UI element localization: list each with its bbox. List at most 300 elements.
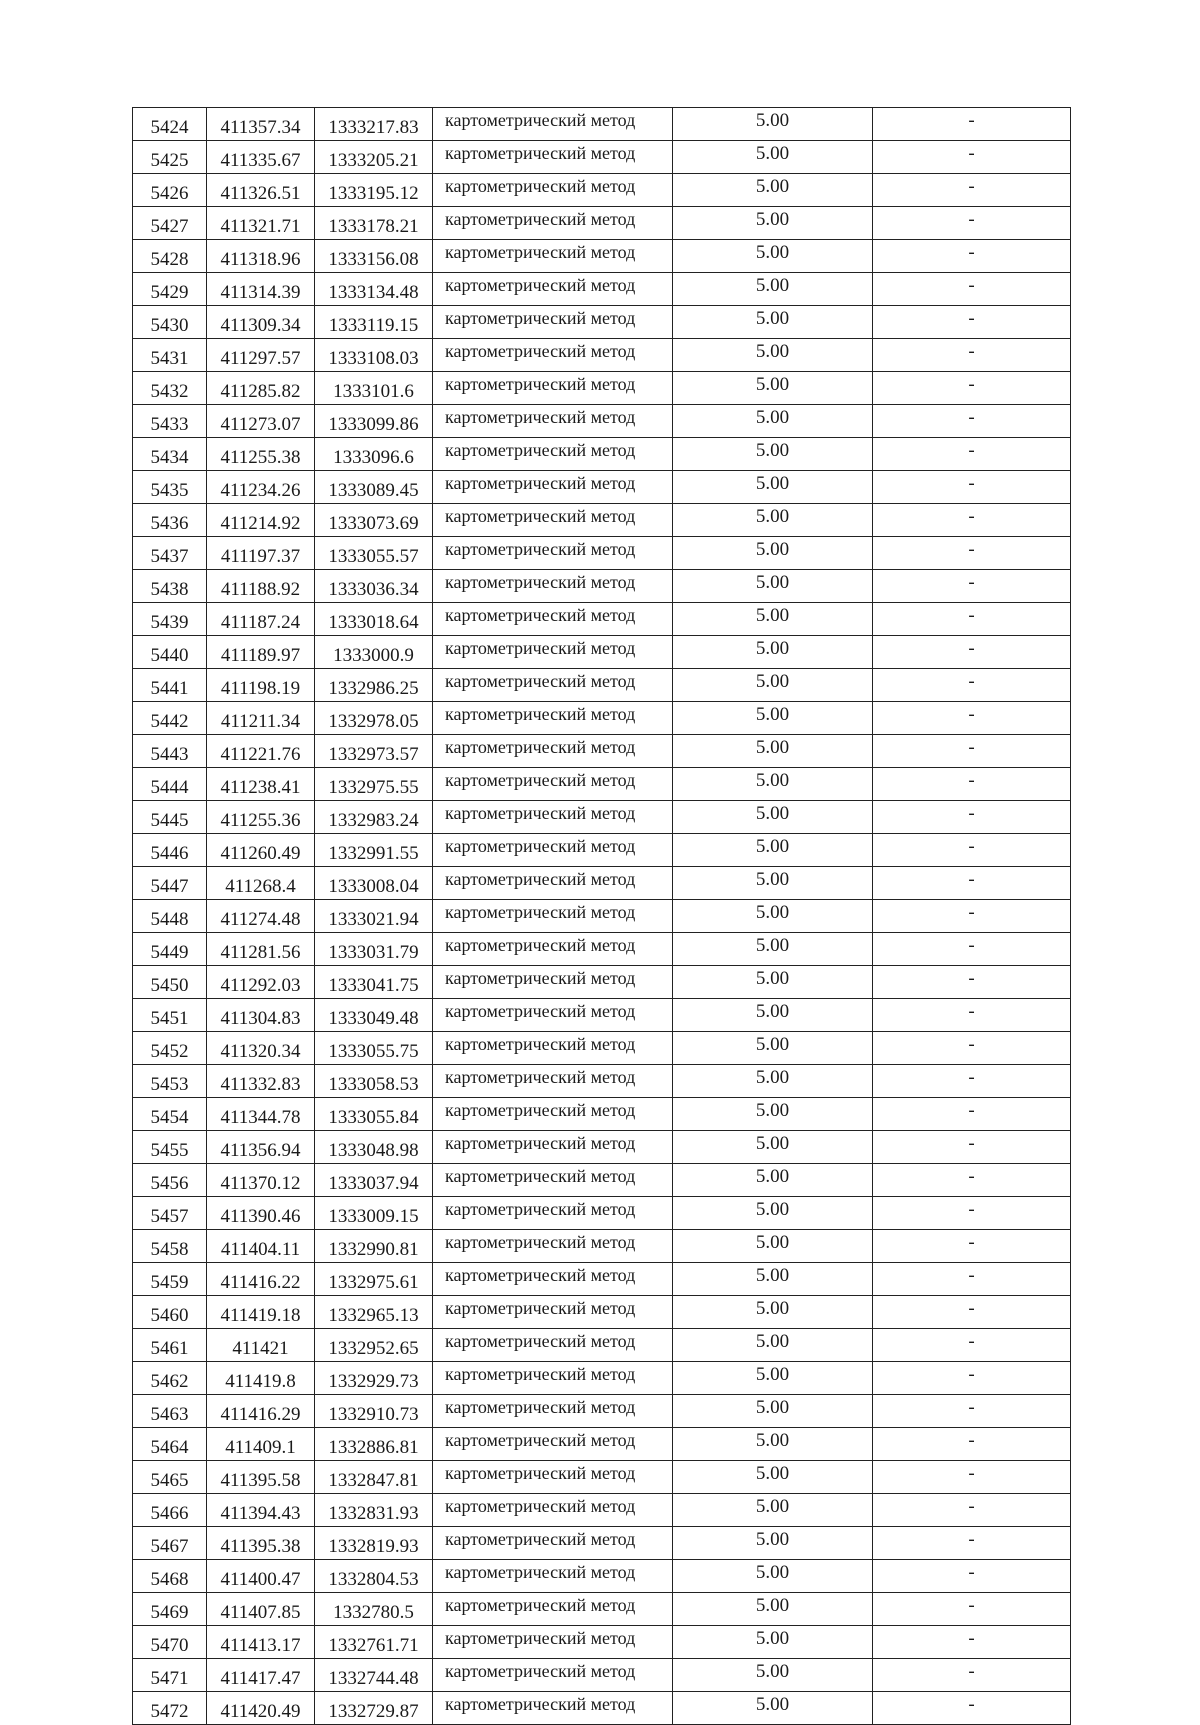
x-coordinate-cell: 411344.78 (207, 1098, 315, 1131)
error-cell: 5.00 (673, 570, 873, 603)
table-row (133, 702, 1071, 735)
note-cell: - (873, 1263, 1071, 1296)
x-coordinate-cell: 411309.34 (207, 306, 315, 339)
table-row (133, 900, 1071, 933)
y-coordinate-cell: 1333048.98 (315, 1131, 433, 1164)
y-coordinate-cell: 1333041.75 (315, 966, 433, 999)
y-coordinate-cell: 1332847.81 (315, 1461, 433, 1494)
method-cell: картометрический метод (433, 1626, 673, 1659)
table-row (133, 1395, 1071, 1428)
point-number-cell: 5472 (133, 1692, 207, 1725)
error-cell: 5.00 (673, 1593, 873, 1626)
error-cell: 5.00 (673, 1296, 873, 1329)
note-cell: - (873, 1626, 1071, 1659)
method-cell: картометрический метод (433, 339, 673, 372)
coordinates-table (132, 107, 1071, 1725)
y-coordinate-cell: 1332761.71 (315, 1626, 433, 1659)
method-cell: картометрический метод (433, 867, 673, 900)
error-cell: 5.00 (673, 1197, 873, 1230)
x-coordinate-cell: 411335.67 (207, 141, 315, 174)
point-number-cell: 5434 (133, 438, 207, 471)
x-coordinate-cell: 411409.1 (207, 1428, 315, 1461)
point-number-cell: 5442 (133, 702, 207, 735)
y-coordinate-cell: 1332952.65 (315, 1329, 433, 1362)
note-cell: - (873, 966, 1071, 999)
x-coordinate-cell: 411400.47 (207, 1560, 315, 1593)
note-cell: - (873, 867, 1071, 900)
point-number-cell: 5461 (133, 1329, 207, 1362)
point-number-cell: 5449 (133, 933, 207, 966)
x-coordinate-cell: 411416.22 (207, 1263, 315, 1296)
x-coordinate-cell: 411297.57 (207, 339, 315, 372)
method-cell: картометрический метод (433, 372, 673, 405)
point-number-cell: 5465 (133, 1461, 207, 1494)
y-coordinate-cell: 1332804.53 (315, 1560, 433, 1593)
note-cell: - (873, 207, 1071, 240)
point-number-cell: 5424 (133, 108, 207, 141)
y-coordinate-cell: 1333049.48 (315, 999, 433, 1032)
x-coordinate-cell: 411318.96 (207, 240, 315, 273)
table-row (133, 339, 1071, 372)
y-coordinate-cell: 1333055.84 (315, 1098, 433, 1131)
point-number-cell: 5425 (133, 141, 207, 174)
x-coordinate-cell: 411390.46 (207, 1197, 315, 1230)
x-coordinate-cell: 411321.71 (207, 207, 315, 240)
table-row (133, 438, 1071, 471)
error-cell: 5.00 (673, 1230, 873, 1263)
y-coordinate-cell: 1332986.25 (315, 669, 433, 702)
table-row (133, 1659, 1071, 1692)
point-number-cell: 5437 (133, 537, 207, 570)
error-cell: 5.00 (673, 471, 873, 504)
y-coordinate-cell: 1333055.57 (315, 537, 433, 570)
point-number-cell: 5464 (133, 1428, 207, 1461)
point-number-cell: 5469 (133, 1593, 207, 1626)
error-cell: 5.00 (673, 1395, 873, 1428)
y-coordinate-cell: 1332729.87 (315, 1692, 433, 1725)
y-coordinate-cell: 1333008.04 (315, 867, 433, 900)
point-number-cell: 5455 (133, 1131, 207, 1164)
x-coordinate-cell: 411255.36 (207, 801, 315, 834)
error-cell: 5.00 (673, 438, 873, 471)
note-cell: - (873, 240, 1071, 273)
x-coordinate-cell: 411320.34 (207, 1032, 315, 1065)
error-cell: 5.00 (673, 735, 873, 768)
note-cell: - (873, 273, 1071, 306)
error-cell: 5.00 (673, 768, 873, 801)
error-cell: 5.00 (673, 636, 873, 669)
table-row (133, 834, 1071, 867)
method-cell: картометрический метод (433, 273, 673, 306)
point-number-cell: 5435 (133, 471, 207, 504)
table-row (133, 570, 1071, 603)
point-number-cell: 5440 (133, 636, 207, 669)
error-cell: 5.00 (673, 834, 873, 867)
x-coordinate-cell: 411395.38 (207, 1527, 315, 1560)
y-coordinate-cell: 1333134.48 (315, 273, 433, 306)
error-cell: 5.00 (673, 603, 873, 636)
x-coordinate-cell: 411188.92 (207, 570, 315, 603)
table-row (133, 174, 1071, 207)
table-row (133, 1428, 1071, 1461)
note-cell: - (873, 372, 1071, 405)
note-cell: - (873, 801, 1071, 834)
note-cell: - (873, 1131, 1071, 1164)
error-cell: 5.00 (673, 933, 873, 966)
note-cell: - (873, 1659, 1071, 1692)
table-row (133, 1296, 1071, 1329)
y-coordinate-cell: 1332991.55 (315, 834, 433, 867)
error-cell: 5.00 (673, 999, 873, 1032)
error-cell: 5.00 (673, 1428, 873, 1461)
x-coordinate-cell: 411234.26 (207, 471, 315, 504)
method-cell: картометрический метод (433, 636, 673, 669)
point-number-cell: 5451 (133, 999, 207, 1032)
table-row (133, 735, 1071, 768)
note-cell: - (873, 1428, 1071, 1461)
table-row (133, 504, 1071, 537)
table-row (133, 1362, 1071, 1395)
y-coordinate-cell: 1332983.24 (315, 801, 433, 834)
method-cell: картометрический метод (433, 1098, 673, 1131)
error-cell: 5.00 (673, 141, 873, 174)
y-coordinate-cell: 1333101.6 (315, 372, 433, 405)
note-cell: - (873, 1560, 1071, 1593)
note-cell: - (873, 1098, 1071, 1131)
point-number-cell: 5441 (133, 669, 207, 702)
table-row (133, 1263, 1071, 1296)
method-cell: картометрический метод (433, 1527, 673, 1560)
method-cell: картометрический метод (433, 1593, 673, 1626)
y-coordinate-cell: 1332819.93 (315, 1527, 433, 1560)
note-cell: - (873, 141, 1071, 174)
point-number-cell: 5456 (133, 1164, 207, 1197)
point-number-cell: 5443 (133, 735, 207, 768)
method-cell: картометрический метод (433, 570, 673, 603)
point-number-cell: 5428 (133, 240, 207, 273)
y-coordinate-cell: 1333195.12 (315, 174, 433, 207)
method-cell: картометрический метод (433, 966, 673, 999)
method-cell: картометрический метод (433, 141, 673, 174)
x-coordinate-cell: 411356.94 (207, 1131, 315, 1164)
method-cell: картометрический метод (433, 1494, 673, 1527)
note-cell: - (873, 999, 1071, 1032)
table-row (133, 933, 1071, 966)
point-number-cell: 5426 (133, 174, 207, 207)
method-cell: картометрический метод (433, 1329, 673, 1362)
x-coordinate-cell: 411326.51 (207, 174, 315, 207)
method-cell: картометрический метод (433, 834, 673, 867)
table-row (133, 768, 1071, 801)
method-cell: картометрический метод (433, 1263, 673, 1296)
table-row (133, 999, 1071, 1032)
point-number-cell: 5463 (133, 1395, 207, 1428)
error-cell: 5.00 (673, 966, 873, 999)
note-cell: - (873, 471, 1071, 504)
method-cell: картометрический метод (433, 1032, 673, 1065)
method-cell: картометрический метод (433, 999, 673, 1032)
y-coordinate-cell: 1332929.73 (315, 1362, 433, 1395)
y-coordinate-cell: 1333037.94 (315, 1164, 433, 1197)
x-coordinate-cell: 411197.37 (207, 537, 315, 570)
x-coordinate-cell: 411273.07 (207, 405, 315, 438)
x-coordinate-cell: 411314.39 (207, 273, 315, 306)
error-cell: 5.00 (673, 174, 873, 207)
y-coordinate-cell: 1333205.21 (315, 141, 433, 174)
error-cell: 5.00 (673, 339, 873, 372)
x-coordinate-cell: 411260.49 (207, 834, 315, 867)
point-number-cell: 5462 (133, 1362, 207, 1395)
table-row (133, 1461, 1071, 1494)
table-row (133, 240, 1071, 273)
error-cell: 5.00 (673, 1065, 873, 1098)
x-coordinate-cell: 411221.76 (207, 735, 315, 768)
x-coordinate-cell: 411198.19 (207, 669, 315, 702)
point-number-cell: 5430 (133, 306, 207, 339)
y-coordinate-cell: 1333217.83 (315, 108, 433, 141)
error-cell: 5.00 (673, 1692, 873, 1725)
table-row (133, 306, 1071, 339)
note-cell: - (873, 1164, 1071, 1197)
method-cell: картометрический метод (433, 471, 673, 504)
y-coordinate-cell: 1333000.9 (315, 636, 433, 669)
note-cell: - (873, 1461, 1071, 1494)
note-cell: - (873, 405, 1071, 438)
y-coordinate-cell: 1332965.13 (315, 1296, 433, 1329)
note-cell: - (873, 339, 1071, 372)
method-cell: картометрический метод (433, 768, 673, 801)
point-number-cell: 5457 (133, 1197, 207, 1230)
note-cell: - (873, 537, 1071, 570)
table-row (133, 603, 1071, 636)
point-number-cell: 5471 (133, 1659, 207, 1692)
table-row (133, 537, 1071, 570)
y-coordinate-cell: 1333178.21 (315, 207, 433, 240)
note-cell: - (873, 1065, 1071, 1098)
point-number-cell: 5439 (133, 603, 207, 636)
point-number-cell: 5429 (133, 273, 207, 306)
y-coordinate-cell: 1333058.53 (315, 1065, 433, 1098)
point-number-cell: 5448 (133, 900, 207, 933)
method-cell: картометрический метод (433, 1659, 673, 1692)
y-coordinate-cell: 1333156.08 (315, 240, 433, 273)
point-number-cell: 5450 (133, 966, 207, 999)
x-coordinate-cell: 411189.97 (207, 636, 315, 669)
error-cell: 5.00 (673, 1560, 873, 1593)
table-body (133, 108, 1071, 1725)
note-cell: - (873, 1593, 1071, 1626)
x-coordinate-cell: 411211.34 (207, 702, 315, 735)
method-cell: картометрический метод (433, 900, 673, 933)
error-cell: 5.00 (673, 867, 873, 900)
x-coordinate-cell: 411357.34 (207, 108, 315, 141)
table-row (133, 1626, 1071, 1659)
error-cell: 5.00 (673, 108, 873, 141)
method-cell: картометрический метод (433, 603, 673, 636)
note-cell: - (873, 768, 1071, 801)
method-cell: картометрический метод (433, 1164, 673, 1197)
table-row (133, 1560, 1071, 1593)
method-cell: картометрический метод (433, 735, 673, 768)
note-cell: - (873, 735, 1071, 768)
point-number-cell: 5453 (133, 1065, 207, 1098)
error-cell: 5.00 (673, 1329, 873, 1362)
error-cell: 5.00 (673, 372, 873, 405)
y-coordinate-cell: 1333099.86 (315, 405, 433, 438)
x-coordinate-cell: 411274.48 (207, 900, 315, 933)
point-number-cell: 5438 (133, 570, 207, 603)
table-row (133, 273, 1071, 306)
method-cell: картометрический метод (433, 702, 673, 735)
x-coordinate-cell: 411404.11 (207, 1230, 315, 1263)
y-coordinate-cell: 1332975.55 (315, 768, 433, 801)
note-cell: - (873, 1362, 1071, 1395)
error-cell: 5.00 (673, 669, 873, 702)
method-cell: картометрический метод (433, 537, 673, 570)
x-coordinate-cell: 411332.83 (207, 1065, 315, 1098)
method-cell: картометрический метод (433, 1428, 673, 1461)
note-cell: - (873, 834, 1071, 867)
y-coordinate-cell: 1333009.15 (315, 1197, 433, 1230)
x-coordinate-cell: 411370.12 (207, 1164, 315, 1197)
note-cell: - (873, 603, 1071, 636)
method-cell: картометрический метод (433, 1362, 673, 1395)
x-coordinate-cell: 411285.82 (207, 372, 315, 405)
x-coordinate-cell: 411413.17 (207, 1626, 315, 1659)
method-cell: картометрический метод (433, 207, 673, 240)
y-coordinate-cell: 1333031.79 (315, 933, 433, 966)
note-cell: - (873, 702, 1071, 735)
point-number-cell: 5427 (133, 207, 207, 240)
point-number-cell: 5452 (133, 1032, 207, 1065)
point-number-cell: 5446 (133, 834, 207, 867)
point-number-cell: 5454 (133, 1098, 207, 1131)
note-cell: - (873, 900, 1071, 933)
point-number-cell: 5468 (133, 1560, 207, 1593)
table-row (133, 867, 1071, 900)
table-row (133, 372, 1071, 405)
error-cell: 5.00 (673, 900, 873, 933)
method-cell: картометрический метод (433, 174, 673, 207)
error-cell: 5.00 (673, 240, 873, 273)
method-cell: картометрический метод (433, 669, 673, 702)
table-row (133, 669, 1071, 702)
table-row (133, 966, 1071, 999)
error-cell: 5.00 (673, 1164, 873, 1197)
x-coordinate-cell: 411187.24 (207, 603, 315, 636)
x-coordinate-cell: 411395.58 (207, 1461, 315, 1494)
error-cell: 5.00 (673, 504, 873, 537)
y-coordinate-cell: 1333055.75 (315, 1032, 433, 1065)
method-cell: картометрический метод (433, 240, 673, 273)
error-cell: 5.00 (673, 1131, 873, 1164)
note-cell: - (873, 636, 1071, 669)
error-cell: 5.00 (673, 306, 873, 339)
table-row (133, 1131, 1071, 1164)
error-cell: 5.00 (673, 1626, 873, 1659)
x-coordinate-cell: 411214.92 (207, 504, 315, 537)
method-cell: картометрический метод (433, 1692, 673, 1725)
x-coordinate-cell: 411421 (207, 1329, 315, 1362)
table-row (133, 405, 1071, 438)
table-row (133, 1494, 1071, 1527)
error-cell: 5.00 (673, 1032, 873, 1065)
x-coordinate-cell: 411281.56 (207, 933, 315, 966)
y-coordinate-cell: 1332990.81 (315, 1230, 433, 1263)
x-coordinate-cell: 411292.03 (207, 966, 315, 999)
y-coordinate-cell: 1333096.6 (315, 438, 433, 471)
table-row (133, 1527, 1071, 1560)
point-number-cell: 5432 (133, 372, 207, 405)
point-number-cell: 5458 (133, 1230, 207, 1263)
method-cell: картометрический метод (433, 1395, 673, 1428)
note-cell: - (873, 1329, 1071, 1362)
table-row (133, 1197, 1071, 1230)
error-cell: 5.00 (673, 273, 873, 306)
x-coordinate-cell: 411417.47 (207, 1659, 315, 1692)
note-cell: - (873, 1527, 1071, 1560)
method-cell: картометрический метод (433, 438, 673, 471)
x-coordinate-cell: 411394.43 (207, 1494, 315, 1527)
point-number-cell: 5444 (133, 768, 207, 801)
method-cell: картометрический метод (433, 801, 673, 834)
error-cell: 5.00 (673, 537, 873, 570)
table-row (133, 801, 1071, 834)
point-number-cell: 5436 (133, 504, 207, 537)
error-cell: 5.00 (673, 702, 873, 735)
note-cell: - (873, 1230, 1071, 1263)
point-number-cell: 5447 (133, 867, 207, 900)
method-cell: картометрический метод (433, 1197, 673, 1230)
x-coordinate-cell: 411268.4 (207, 867, 315, 900)
note-cell: - (873, 669, 1071, 702)
point-number-cell: 5445 (133, 801, 207, 834)
method-cell: картометрический метод (433, 108, 673, 141)
table-row (133, 1098, 1071, 1131)
x-coordinate-cell: 411416.29 (207, 1395, 315, 1428)
error-cell: 5.00 (673, 1098, 873, 1131)
note-cell: - (873, 306, 1071, 339)
x-coordinate-cell: 411238.41 (207, 768, 315, 801)
method-cell: картометрический метод (433, 1065, 673, 1098)
error-cell: 5.00 (673, 1659, 873, 1692)
y-coordinate-cell: 1333073.69 (315, 504, 433, 537)
method-cell: картометрический метод (433, 933, 673, 966)
error-cell: 5.00 (673, 1461, 873, 1494)
note-cell: - (873, 1197, 1071, 1230)
note-cell: - (873, 1494, 1071, 1527)
method-cell: картометрический метод (433, 405, 673, 438)
error-cell: 5.00 (673, 1494, 873, 1527)
table-row (133, 1593, 1071, 1626)
table-row (133, 1164, 1071, 1197)
error-cell: 5.00 (673, 405, 873, 438)
note-cell: - (873, 174, 1071, 207)
table-row (133, 1230, 1071, 1263)
x-coordinate-cell: 411255.38 (207, 438, 315, 471)
y-coordinate-cell: 1332886.81 (315, 1428, 433, 1461)
y-coordinate-cell: 1332910.73 (315, 1395, 433, 1428)
method-cell: картометрический метод (433, 1296, 673, 1329)
point-number-cell: 5460 (133, 1296, 207, 1329)
note-cell: - (873, 1692, 1071, 1725)
note-cell: - (873, 438, 1071, 471)
method-cell: картометрический метод (433, 1131, 673, 1164)
point-number-cell: 5466 (133, 1494, 207, 1527)
note-cell: - (873, 504, 1071, 537)
y-coordinate-cell: 1333018.64 (315, 603, 433, 636)
y-coordinate-cell: 1333119.15 (315, 306, 433, 339)
